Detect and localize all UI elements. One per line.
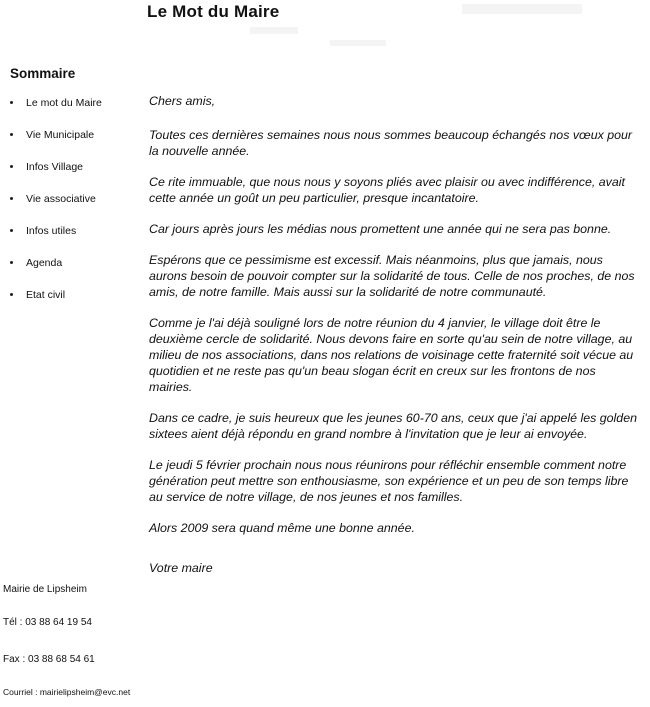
fax-number: Fax : 03 88 68 54 61 [3, 654, 95, 665]
sidebar-menu [10, 97, 138, 321]
sidebar-heading: Sommaire [10, 66, 76, 81]
sidebar-item-label[interactable]: Vie Municipale [26, 129, 95, 141]
sidebar-item-label[interactable]: Infos utiles [26, 225, 77, 237]
letter-paragraph: Comme je l'ai déjà souligné lors de notre réunion du 4 janvier, le village doit être le deuxième cercle de solidarité. Nous devons faire en sorte qu'au sein de notre village, au milieu de nos associations, dans nos relations de voisinage cette fraternité soit vécue au quotidien et ne reste pas qu'un beau slogan écrit en creux sur les frontons de nos mairies. [149, 316, 634, 394]
sidebar-item-infos-village[interactable] [10, 161, 138, 193]
letter-paragraph: Le jeudi 5 février prochain nous nous réunirons pour réfléchir ensemble comment notre génération peut mettre son enthousiasme, son expérience et un peu de son temps libre au service de notre village, de nos jeunes et nos familles. [149, 458, 629, 504]
letter-paragraph: Alors 2009 sera quand même une bonne année. [149, 521, 415, 535]
mairie-name: Mairie de Lipsheim [3, 584, 87, 595]
email-address[interactable]: Courriel : mairielipsheim@evc.net [3, 687, 131, 697]
scan-bleed-mark [330, 40, 386, 46]
letter-paragraph: Dans ce cadre, je suis heureux que les jeunes 60-70 ans, ceux que j'ai appelé les golden sixtees aient déjà répondu en grand nombre à l'invitation que je leur ai envoyée. [149, 411, 637, 441]
scan-bleed-mark [250, 27, 298, 34]
sidebar-item-infos-utiles[interactable] [10, 225, 138, 257]
bullet-icon [10, 101, 13, 104]
bullet-icon [10, 165, 13, 168]
sidebar-item-label[interactable]: Infos Village [26, 161, 84, 173]
bullet-icon [10, 293, 13, 296]
bullet-icon [10, 229, 13, 232]
letter-signature: Votre maire [149, 561, 213, 575]
page-title: Le Mot du Maire [147, 2, 280, 21]
letter-paragraph: Toutes ces dernières semaines nous nous sommes beaucoup échangés nos vœux pour la nouvelle année. [149, 128, 633, 158]
sidebar-item-label[interactable]: Etat civil [26, 289, 66, 301]
sidebar-item-vie-municipale[interactable] [10, 129, 138, 161]
sidebar-item-label[interactable]: Agenda [26, 257, 63, 269]
sidebar [10, 66, 138, 321]
phone-number: Tél : 03 88 64 19 54 [3, 617, 92, 628]
sidebar-item-vie-associative[interactable] [10, 193, 138, 225]
mayor-letter [149, 93, 642, 591]
bullet-icon [10, 197, 13, 200]
letter-paragraph: Ce rite immuable, que nous nous y soyons pliés avec plaisir ou avec indifférence, avait cette année un goût un peu particulier, presque incantatoire. [149, 175, 625, 205]
sidebar-item-agenda[interactable] [10, 257, 138, 289]
sidebar-item-le-mot-du-maire[interactable] [10, 97, 138, 129]
letter-salutation: Chers amis, [149, 94, 216, 108]
scan-bleed-mark [462, 4, 582, 14]
sidebar-item-label[interactable]: Le mot du Maire [26, 97, 102, 109]
letter-paragraph: Espérons que ce pessimisme est excessif. Mais néanmoins, plus que jamais, nous aurons besoin de pouvoir compter sur la solidarité de tous. Celle de nos proches, de nos amis, de notre famille. Mais aussi sur la solidarité de notre communauté. [149, 253, 635, 299]
bullet-icon [10, 133, 13, 136]
bullet-icon [10, 261, 13, 264]
letter-paragraph: Car jours après jours les médias nous promettent une année qui ne sera pas bonne. [149, 222, 612, 236]
sidebar-item-etat-civil[interactable] [10, 289, 138, 321]
sidebar-item-label[interactable]: Vie associative [26, 193, 96, 205]
